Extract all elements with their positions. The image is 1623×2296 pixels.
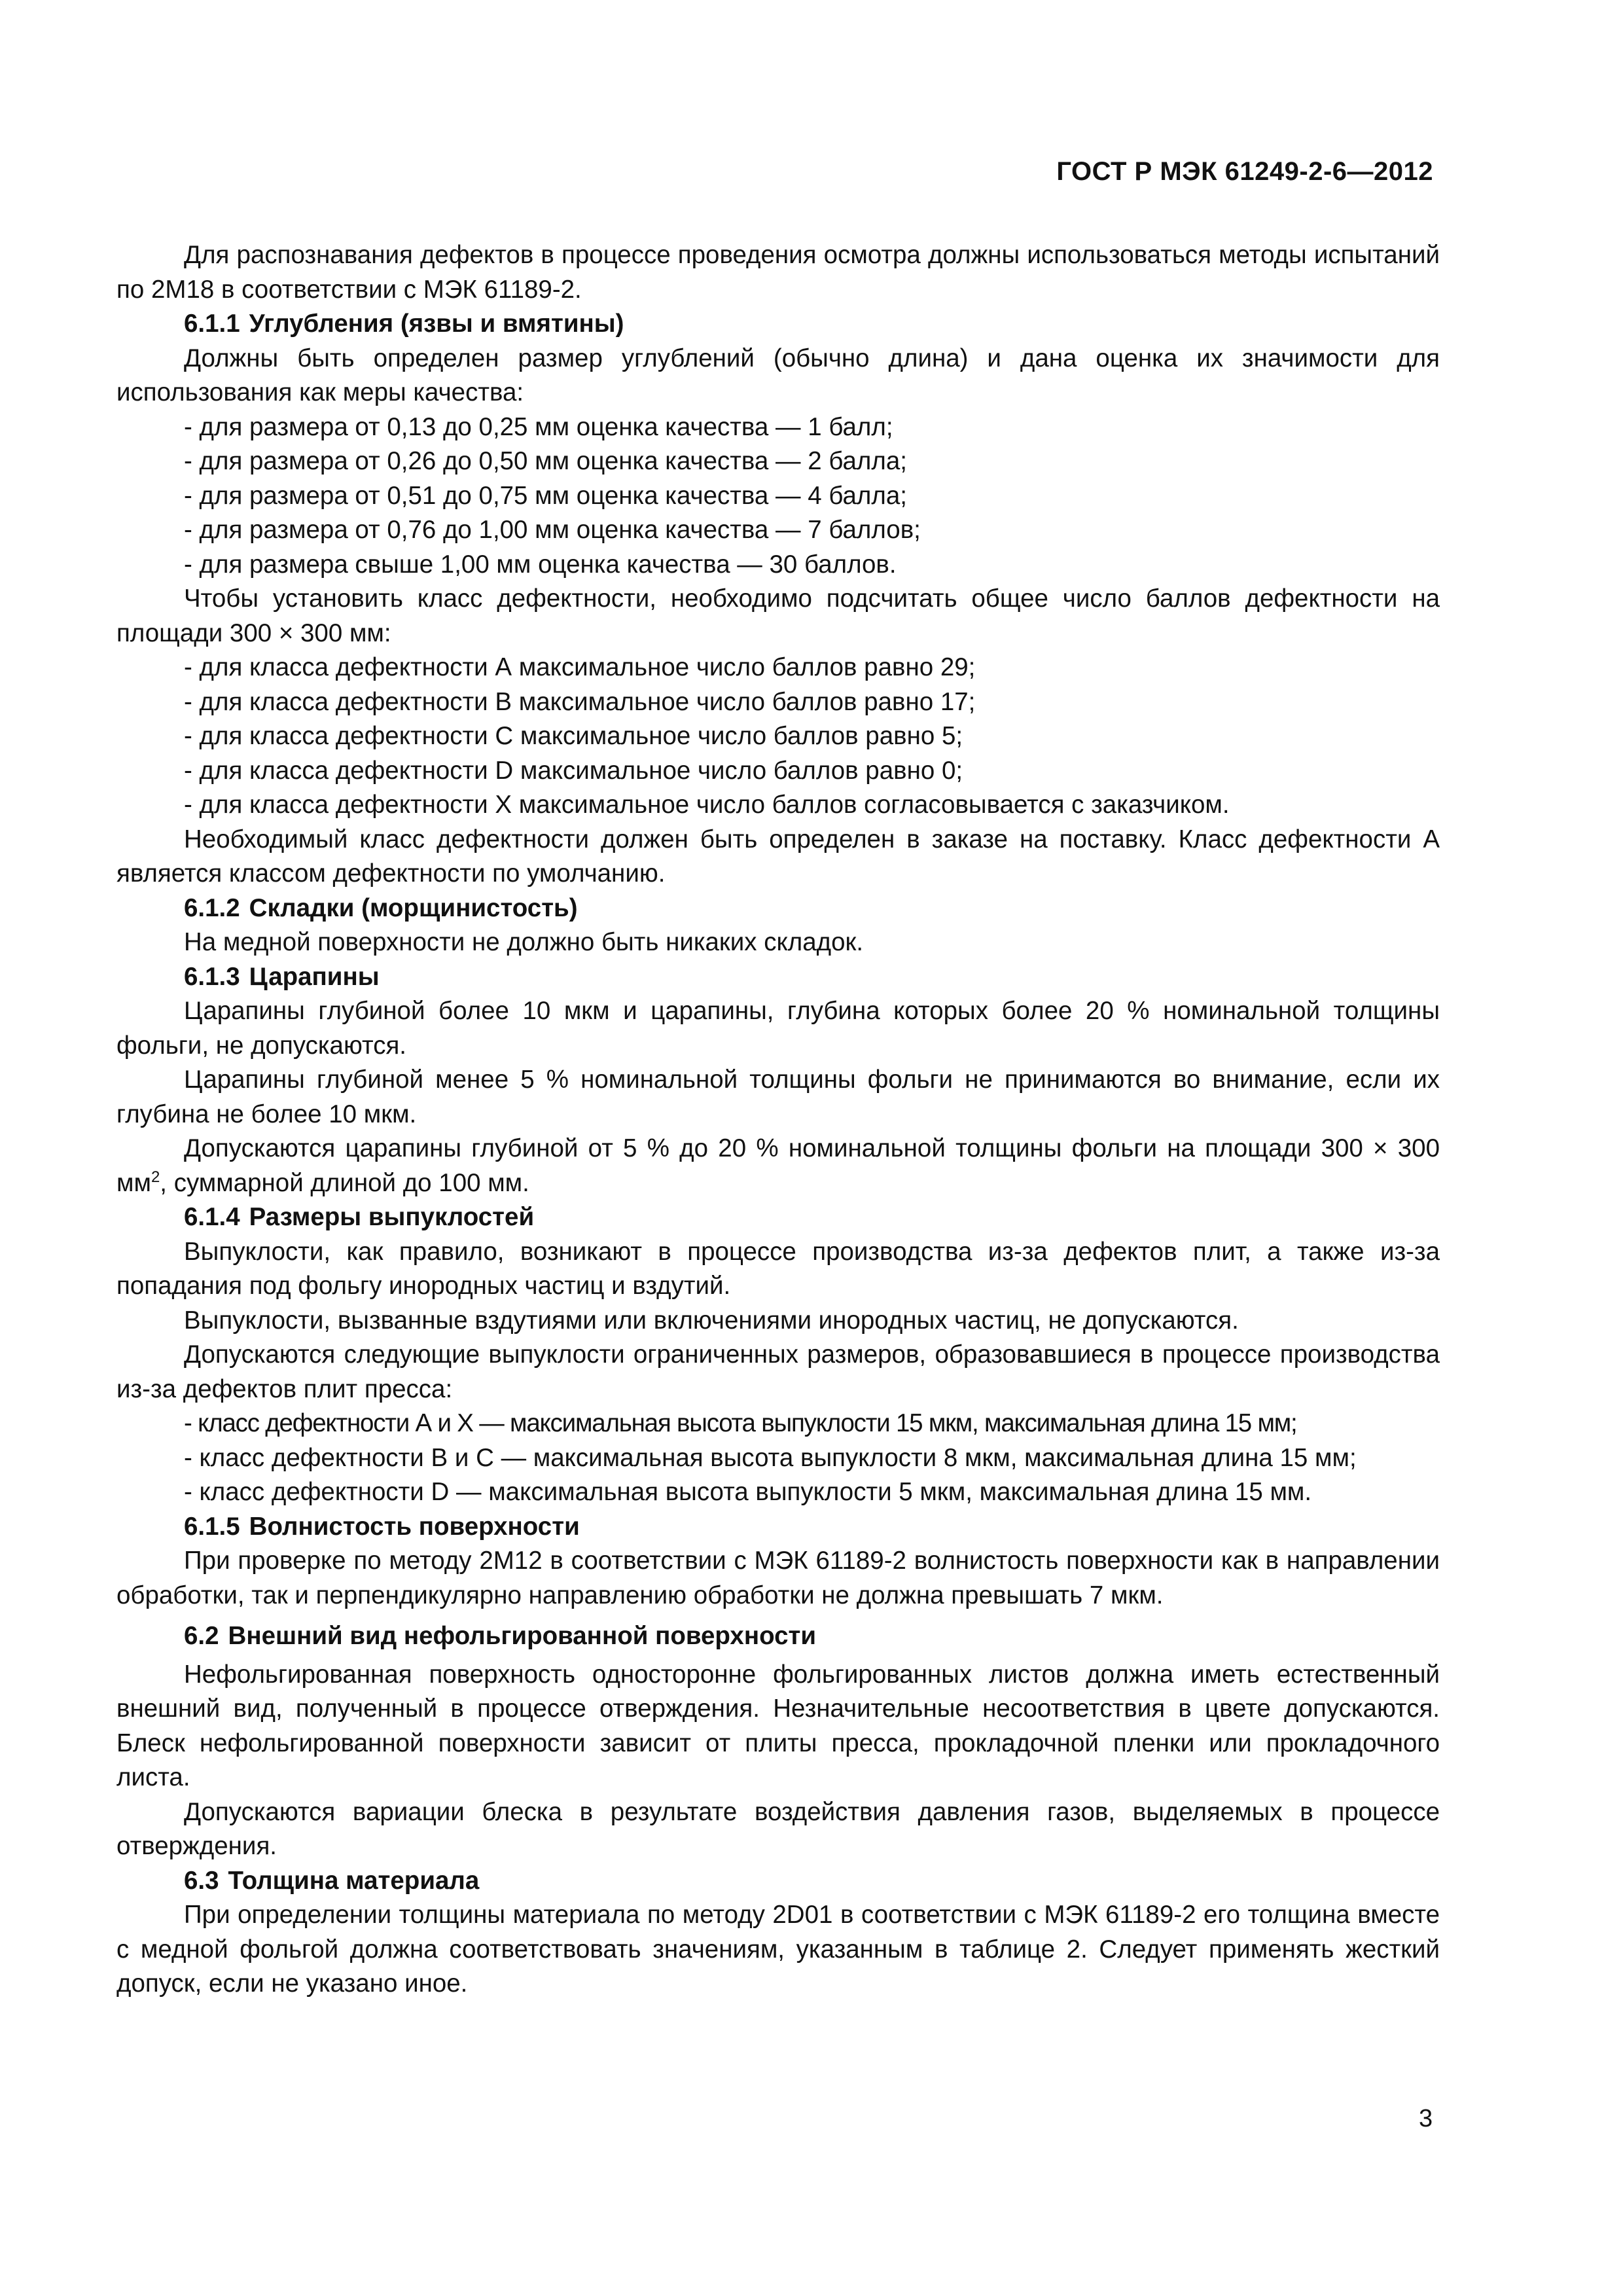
section-number: 6.1.5 — [184, 1512, 240, 1541]
paragraph: При определении толщины материала по методу 2D01 в соответствии с МЭК 61189-2 его толщина вместе с медной фольгой должна соответствовать значениям, указанным в таблице 2. Следует применять жесткий допуск, если не указано иное. — [116, 1901, 1440, 1998]
list-item: - для размера от 0,76 до 1,00 мм оценка качества — 7 баллов; — [184, 516, 921, 544]
list-item: - для размера от 0,26 до 0,50 мм оценка качества — 2 балла; — [184, 447, 907, 475]
paragraph: Чтобы установить класс дефектности, необходимо подсчитать общее число баллов дефектности на площади 300 × 300 мм: — [116, 584, 1440, 647]
paragraph-text: Допускаются царапины глубиной от 5 % до 20 % номинальной толщины фольги на площади 300 × 300 мм — [116, 1134, 1440, 1197]
paragraph: Допускаются следующие выпуклости ограниченных размеров, образовавшиеся в процессе производства из-за дефектов плит пресса: — [116, 1340, 1440, 1403]
paragraph: Царапины глубиной менее 5 % номинальной толщины фольги не принимаются во внимание, если их глубина не более 10 мкм. — [116, 1066, 1440, 1128]
section-heading-6-1-2 — [116, 891, 1440, 926]
section-number: 6.1.1 — [184, 310, 240, 338]
list-item: - класс дефектности D — максимальная высота выпуклости 5 мкм, максимальная длина 15 мм. — [184, 1478, 1312, 1506]
section-number: 6.3 — [184, 1866, 219, 1895]
list-item: - для класса дефектности В максимальное число баллов равно 17; — [184, 687, 976, 716]
superscript: 2 — [151, 1168, 160, 1186]
list-item: - для размера свыше 1,00 мм оценка качества — 30 баллов. — [184, 550, 897, 579]
paragraph: Выпуклости, как правило, возникают в процессе производства из-за дефектов плит, а также из-за попадания под фольгу инородных частиц и вздутий. — [116, 1237, 1440, 1300]
section-heading-6-1-1 — [116, 307, 1440, 342]
section-title: Волнистость поверхности — [249, 1512, 580, 1541]
list-item: - для класса дефектности А максимальное число баллов равно 29; — [184, 653, 976, 681]
list-item: - класс дефектности В и С — максимальная высота выпуклости 8 мкм, максимальная длина 15 мм; — [184, 1443, 1357, 1472]
document-header: ГОСТ Р МЭК 61249-2-6—2012 — [1056, 157, 1433, 186]
list-item: - для размера от 0,51 до 0,75 мм оценка качества — 4 балла; — [184, 481, 907, 510]
section-title: Толщина материала — [228, 1866, 480, 1895]
section-number: 6.2 — [184, 1622, 219, 1650]
section-number: 6.1.3 — [184, 962, 240, 991]
section-number: 6.1.4 — [184, 1203, 240, 1231]
document-body — [116, 238, 1440, 2001]
section-heading-6-1-4 — [116, 1200, 1440, 1235]
section-heading-6-1-3 — [116, 960, 1440, 995]
section-title: Складки (морщинистость) — [249, 893, 578, 922]
paragraph: Должны быть определен размер углублений (обычно длина) и дана оценка их значимости для использования как меры качества: — [116, 344, 1440, 406]
list-item: - класс дефектности А и Х — максимальная высота выпуклости 15 мкм, максимальная длина 15 мм; — [184, 1409, 1297, 1437]
section-title: Углубления (язвы и вмятины) — [249, 310, 624, 338]
paragraph — [116, 1132, 1440, 1200]
list-item: - для класса дефектности С максимальное число баллов равно 5; — [184, 722, 963, 750]
section-number: 6.1.2 — [184, 893, 240, 922]
paragraph: Царапины глубиной более 10 мкм и царапины, глубина которых более 20 % номинальной толщины фольги, не допускаются. — [116, 997, 1440, 1060]
page-number: 3 — [1419, 2105, 1433, 2132]
list-item: - для размера от 0,13 до 0,25 мм оценка качества — 1 балл; — [184, 412, 893, 441]
list-item: - для класса дефектности D максимальное число баллов равно 0; — [184, 756, 963, 785]
paragraph: Выпуклости, вызванные вздутиями или включениями инородных частиц, не допускаются. — [184, 1306, 1239, 1335]
paragraph: При проверке по методу 2М12 в соответствии с МЭК 61189-2 волнистость поверхности как в направлении обработки, так и перпендикулярно направлению обработки не должна превышать 7 мкм. — [116, 1547, 1440, 1609]
section-heading-6-3 — [116, 1864, 1440, 1899]
intro-paragraph: Для распознавания дефектов в процессе проведения осмотра должны использоваться методы испытаний по 2М18 в соответствии с МЭК 61189-2. — [116, 241, 1440, 304]
section-title: Внешний вид нефольгированной поверхности — [228, 1622, 817, 1650]
section-title: Размеры выпуклостей — [249, 1203, 535, 1231]
list-item: - для класса дефектности Х максимальное число баллов согласовывается с заказчиком. — [184, 791, 1230, 819]
paragraph: На медной поверхности не должно быть никаких складок. — [184, 928, 864, 956]
section-heading-6-2 — [116, 1619, 1440, 1654]
section-heading-6-1-5 — [116, 1510, 1440, 1545]
paragraph: Необходимый класс дефектности должен быть определен в заказе на поставку. Класс дефектности А является классом дефектности по умолчанию. — [116, 825, 1440, 888]
paragraph-text: , суммарной длиной до 100 мм. — [160, 1168, 529, 1197]
paragraph: Допускаются вариации блеска в результате воздействия давления газов, выделяемых в процессе отверждения. — [116, 1797, 1440, 1860]
section-title: Царапины — [249, 962, 380, 991]
paragraph: Нефольгированная поверхность односторонне фольгированных листов должна иметь естественный внешний вид, полученный в процессе отверждения. Незначительные несоответствия в цвете допускаются. Блеск нефольгированной поверхности зависит от плиты пресса, прокладочной пленки или прокладочного листа. — [116, 1660, 1440, 1791]
